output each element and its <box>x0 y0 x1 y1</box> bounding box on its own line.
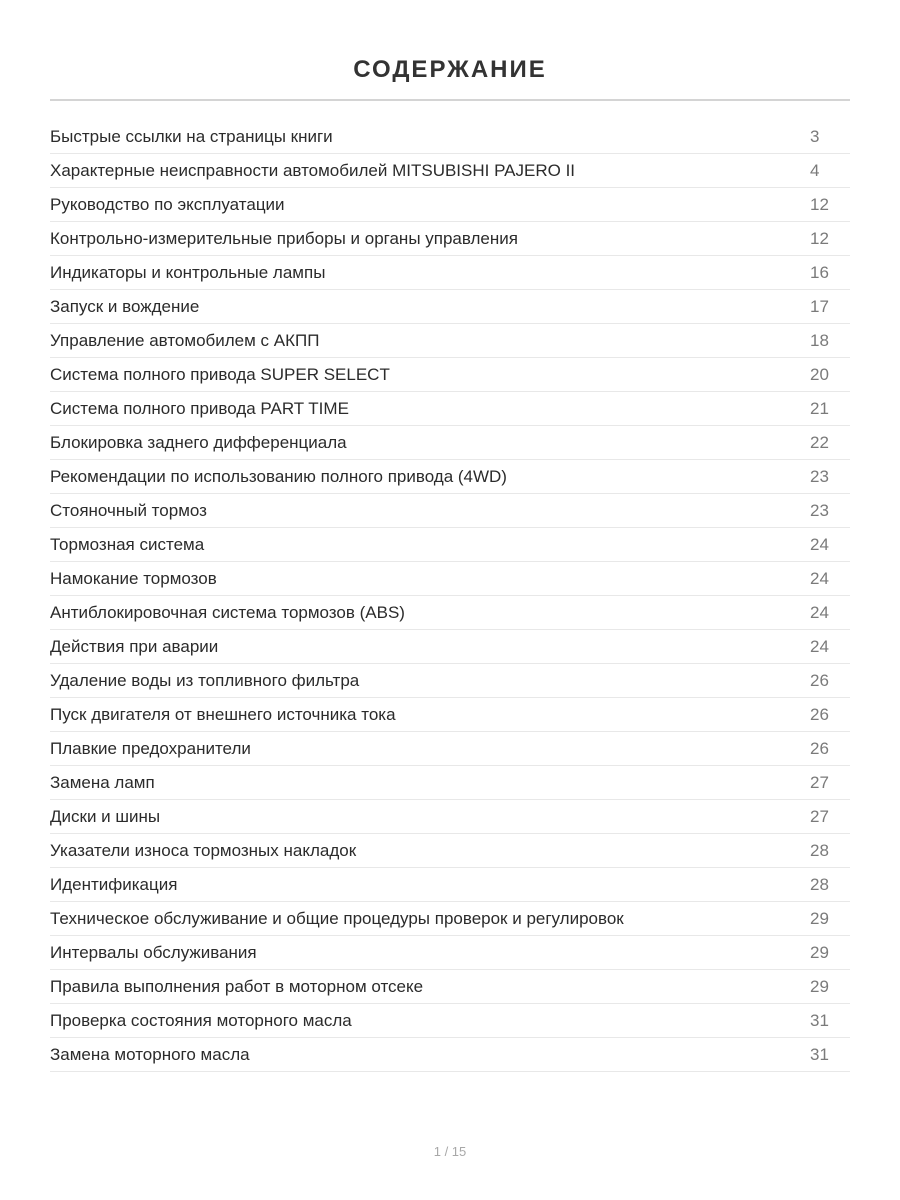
toc-entry-title[interactable]: Рекомендации по использованию полного привода (4WD) <box>50 467 507 486</box>
toc-entry-title[interactable]: Идентификация <box>50 875 178 894</box>
toc-entry[interactable] <box>50 868 850 902</box>
toc-entry-title[interactable]: Пуск двигателя от внешнего источника тока <box>50 705 396 724</box>
toc-entry-page-number: 28 <box>810 875 829 894</box>
toc-entry-page-number: 20 <box>810 365 829 384</box>
toc-entry[interactable] <box>50 1038 850 1072</box>
toc-entry-page-number: 12 <box>810 229 829 248</box>
toc-entry[interactable] <box>50 562 850 596</box>
toc-entry-title[interactable]: Контрольно-измерительные приборы и органы управления <box>50 229 518 248</box>
toc-entry-title[interactable]: Стояночный тормоз <box>50 501 207 520</box>
toc-entry-title[interactable]: Тормозная система <box>50 535 205 554</box>
toc-entry-title[interactable]: Характерные неисправности автомобилей MITSUBISHI PAJERO II <box>50 161 576 180</box>
toc-entry-page-number: 26 <box>810 705 829 724</box>
toc-entry-title[interactable]: Замена ламп <box>50 773 155 792</box>
toc-entry-page-number: 23 <box>810 501 829 520</box>
toc-entry-title[interactable]: Запуск и вождение <box>50 297 200 316</box>
toc-entry-page-number: 24 <box>810 535 829 554</box>
toc-entry[interactable] <box>50 120 850 154</box>
toc-entry[interactable] <box>50 494 850 528</box>
toc-entry[interactable] <box>50 936 850 970</box>
toc-entry-page-number: 22 <box>810 433 829 452</box>
toc-entry-page-number: 26 <box>810 739 829 758</box>
toc-entry[interactable] <box>50 766 850 800</box>
toc-entry-title[interactable]: Проверка состояния моторного масла <box>50 1011 352 1030</box>
toc-entry[interactable] <box>50 188 850 222</box>
toc-entry-title[interactable]: Управление автомобилем с АКПП <box>50 331 320 350</box>
toc-entry-page-number: 29 <box>810 909 829 928</box>
toc-entry-title[interactable]: Интервалы обслуживания <box>50 943 257 962</box>
toc-entry[interactable] <box>50 460 850 494</box>
toc-entry-title[interactable]: Удаление воды из топливного фильтра <box>50 671 360 690</box>
toc-entry-page-number: 16 <box>810 263 829 282</box>
title-divider <box>50 99 850 101</box>
toc-entry-page-number: 12 <box>810 195 829 214</box>
toc-entry[interactable] <box>50 732 850 766</box>
toc-entry-page-number: 28 <box>810 841 829 860</box>
toc-entry[interactable] <box>50 834 850 868</box>
toc-entry-page-number: 27 <box>810 773 829 792</box>
toc-entry-page-number: 24 <box>810 637 829 656</box>
toc-entry-title[interactable]: Блокировка заднего дифференциала <box>50 433 347 452</box>
toc-entry-title[interactable]: Антиблокировочная система тормозов (ABS) <box>50 603 405 622</box>
toc-entry[interactable] <box>50 290 850 324</box>
toc-entry-title[interactable]: Система полного привода PART TIME <box>50 399 349 418</box>
toc-entry-page-number: 31 <box>810 1011 829 1030</box>
page-indicator: 1 / 15 <box>433 1144 467 1159</box>
toc-entry[interactable] <box>50 664 850 698</box>
toc-entry-title[interactable]: Указатели износа тормозных накладок <box>50 841 357 860</box>
toc-entry-title[interactable]: Действия при аварии <box>50 637 219 656</box>
toc-entry-title[interactable]: Намокание тормозов <box>50 569 217 588</box>
toc-entry-page-number: 23 <box>810 467 829 486</box>
toc-entry-page-number: 24 <box>810 569 829 588</box>
toc-entry[interactable] <box>50 256 850 290</box>
toc-entry-page-number: 26 <box>810 671 829 690</box>
page-title: СОДЕРЖАНИЕ <box>353 56 547 84</box>
toc-entry-title[interactable]: Система полного привода SUPER SELECT <box>50 365 390 384</box>
toc-entry[interactable] <box>50 358 850 392</box>
toc-entry-page-number: 24 <box>810 603 829 622</box>
toc-entry-title[interactable]: Замена моторного масла <box>50 1045 250 1064</box>
toc-entry-title[interactable]: Плавкие предохранители <box>50 739 251 758</box>
table-of-contents <box>50 120 850 1072</box>
toc-entry-page-number: 29 <box>810 943 829 962</box>
toc-entry-title[interactable]: Правила выполнения работ в моторном отсеке <box>50 977 424 996</box>
toc-entry[interactable] <box>50 698 850 732</box>
toc-entry-title[interactable]: Диски и шины <box>50 807 161 826</box>
toc-entry-page-number: 31 <box>810 1045 829 1064</box>
toc-entry-page-number: 17 <box>810 297 829 316</box>
toc-entry-page-number: 27 <box>810 807 829 826</box>
toc-entry-page-number: 4 <box>810 161 820 180</box>
toc-entry-page-number: 18 <box>810 331 829 350</box>
toc-entry[interactable] <box>50 324 850 358</box>
toc-entry[interactable] <box>50 392 850 426</box>
toc-entry-title[interactable]: Руководство по эксплуатации <box>50 195 285 214</box>
toc-entry-title[interactable]: Индикаторы и контрольные лампы <box>50 263 326 282</box>
toc-entry-title[interactable]: Быстрые ссылки на страницы книги <box>50 127 333 146</box>
toc-entry[interactable] <box>50 426 850 460</box>
toc-entry[interactable] <box>50 970 850 1004</box>
toc-entry[interactable] <box>50 630 850 664</box>
toc-entry[interactable] <box>50 154 850 188</box>
toc-entry-page-number: 21 <box>810 399 829 418</box>
toc-entry[interactable] <box>50 902 850 936</box>
toc-entry[interactable] <box>50 800 850 834</box>
toc-entry[interactable] <box>50 528 850 562</box>
toc-entry-page-number: 29 <box>810 977 829 996</box>
toc-entry[interactable] <box>50 596 850 630</box>
toc-entry[interactable] <box>50 222 850 256</box>
toc-entry-title[interactable]: Техническое обслуживание и общие процедуры проверок и регулировок <box>50 909 624 928</box>
toc-entry[interactable] <box>50 1004 850 1038</box>
toc-entry-page-number: 3 <box>810 127 820 146</box>
